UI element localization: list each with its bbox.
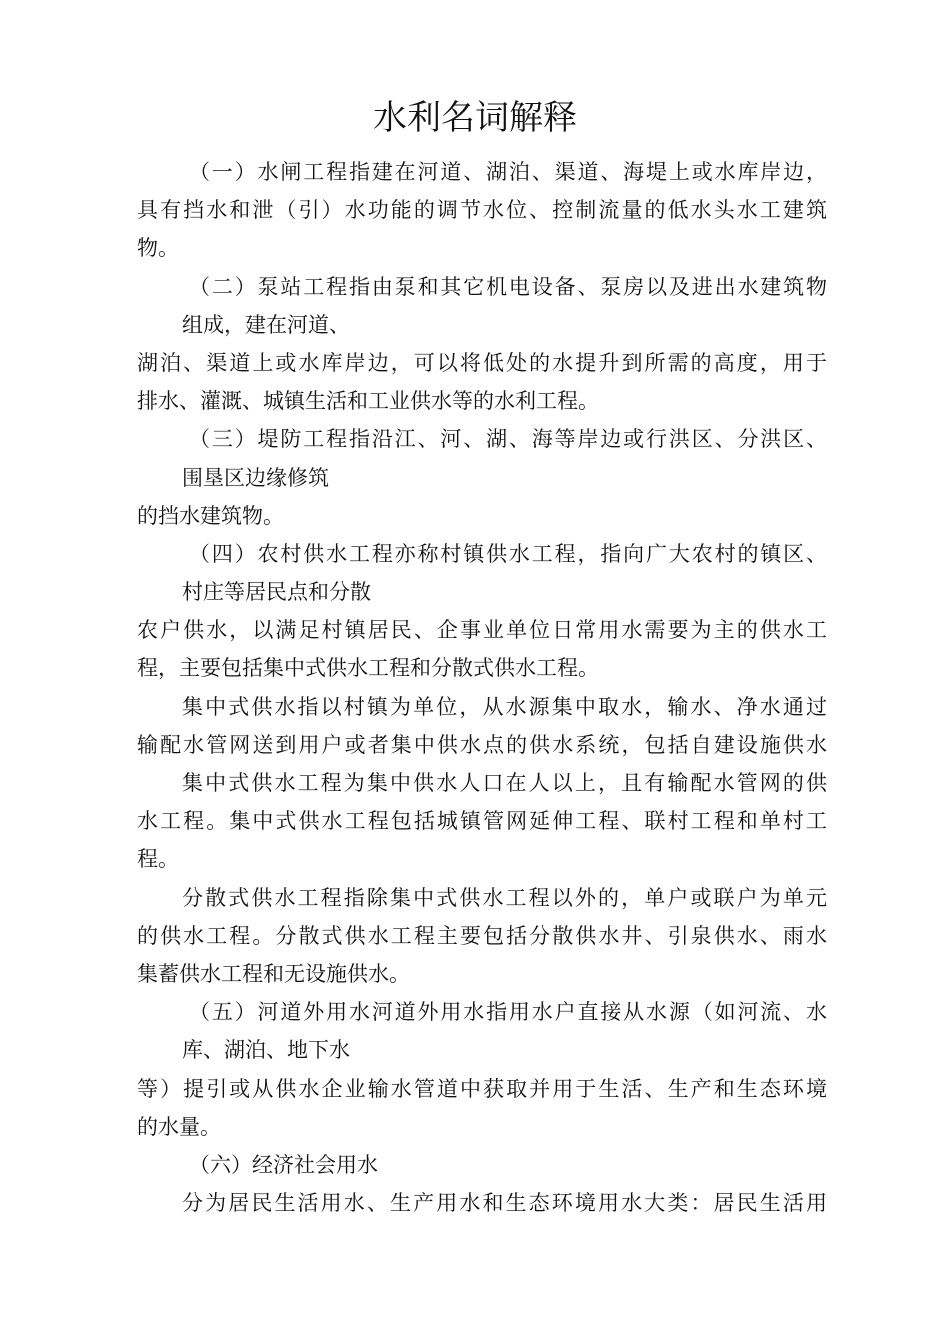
text-line: 村庄等居民点和分散 xyxy=(182,580,371,605)
text-line: 程，主要包括集中式供水工程和分散式供水工程。 xyxy=(137,656,599,681)
text-line: 排水、灌溉、城镇生活和工业供水等的水利工程。 xyxy=(137,389,599,414)
text-line: 的挡水建筑物。 xyxy=(137,503,284,528)
text-line: （六）经济社会用水 xyxy=(189,1152,378,1177)
text-line: 湖泊、渠道上或水库岸边，可以将低处的水提升到所需的高度，用于 xyxy=(137,350,827,375)
text-line: 集中式供水工程为集中供水人口在人以上，且有输配水管网的供 xyxy=(182,771,827,795)
text-line: 集蓄供水工程和无设施供水。 xyxy=(137,961,410,986)
text-line: 具有挡水和泄（引）水功能的调节水位、控制流量的低水头水工建筑 xyxy=(137,198,827,223)
text-line: 分散式供水工程指除集中式供水工程以外的，单户或联户为单元 xyxy=(182,885,827,910)
text-line: 的供水工程。分散式供水工程主要包括分散供水井、引泉供水、雨水 xyxy=(137,923,827,948)
text-line: 的水量。 xyxy=(137,1114,221,1139)
text-line: （二）泵站工程指由泵和其它机电设备、泵房以及进出水建筑物 xyxy=(189,274,827,299)
text-line: 农户供水，以满足村镇居民、企事业单位日常用水需要为主的供水工 xyxy=(137,618,827,643)
text-line: 围垦区边缘修筑 xyxy=(182,465,329,490)
text-line: （四）农村供水工程亦称村镇供水工程，指向广大农村的镇区、 xyxy=(189,541,827,566)
text-line: 水工程。集中式供水工程包括城镇管网延伸工程、联村工程和单村工 xyxy=(137,809,827,834)
text-line: （三）堤防工程指沿江、河、湖、海等岸边或行洪区、分洪区、 xyxy=(189,427,827,452)
page-title: 水利名词解释 xyxy=(373,98,577,138)
text-line: （五）河道外用水河道外用水指用水户直接从水源（如河流、水 xyxy=(189,1000,827,1025)
text-line: 物。 xyxy=(137,236,179,261)
text-line: 等）提引或从供水企业输水管道中获取并用于生活、生产和生态环境 xyxy=(137,1076,827,1101)
text-line: （一）水闸工程指建在河道、湖泊、渠道、海堤上或水库岸边， xyxy=(189,160,827,184)
text-line: 分为居民生活用水、生产用水和生态环境用水大类：居民生活用 xyxy=(182,1191,827,1216)
text-line: 组成，建在河道、 xyxy=(182,312,350,337)
document-body xyxy=(137,153,827,1222)
text-line: 集中式供水指以村镇为单位，从水源集中取水，输水、净水通过 xyxy=(182,694,827,719)
text-line: 程。 xyxy=(137,847,179,872)
text-line: 输配水管网送到用户或者集中供水点的供水系统，包括自建设施供水 xyxy=(137,732,827,757)
text-line: 库、湖泊、地下水 xyxy=(182,1038,350,1063)
